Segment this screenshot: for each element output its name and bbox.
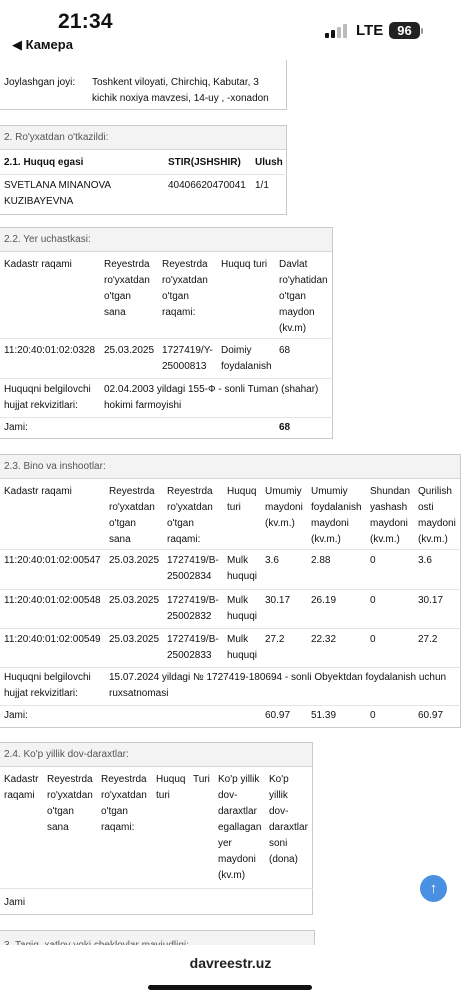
land-header-area: Davlat ro'yhatidan o'tgan maydon (kv.m): [279, 259, 328, 334]
divider: [0, 888, 313, 889]
bld-header-common: Umumiy foydalanish maydoni (kv.m.): [311, 486, 362, 545]
header-stir: STIR(JSHSHIR): [168, 157, 241, 168]
land-card: [0, 227, 333, 439]
owner-name-line-2: KUZIBAYEVNA: [4, 196, 74, 207]
bld-header-right: Huquq turi: [227, 486, 257, 513]
land-doc-value: 02.04.2003 yildagi 155-Ф - sonli Tuman (shahar) hokimi farmoyishi: [104, 384, 319, 411]
owner-share: 1/1: [255, 180, 269, 191]
battery-icon: 96: [389, 22, 420, 39]
address-value-line-1: Toshkent viloyati, Chirchiq, Kabutar, 3: [92, 77, 259, 88]
trees-header-count: Ko'p yillik dov- daraxtlar soni (dona): [269, 774, 308, 865]
registration-card: [0, 125, 287, 215]
owner-name-line-1: SVETLANA MINANOVA: [4, 180, 112, 191]
land-right: Doimiy foydalanish: [221, 345, 272, 372]
trees-header-right: Huquq turi: [156, 774, 186, 801]
table-row: 11:20:40:01:02:00548 25.03.2025 1727419/B- 25002832 Mulk huquqi 30.17 26.19 0 30.17: [4, 595, 444, 622]
bld-total-living: 0: [370, 710, 376, 721]
divider: [0, 338, 333, 339]
signal-icon: [325, 24, 349, 38]
status-time: 21:34: [58, 10, 113, 33]
scroll-to-top-button[interactable]: ↑: [420, 875, 447, 902]
bld-header-total: Umumiy maydoni (kv.m.): [265, 486, 303, 529]
divider: [0, 667, 461, 668]
address-label: Joylashgan joyi:: [4, 77, 76, 88]
trees-title: 2.4. Ko'p yillik dov-daraxtlar:: [0, 743, 312, 767]
bld-header-footprint: Qurilish osti maydoni (kv.m.): [418, 486, 456, 545]
bld-total-label: Jami:: [4, 710, 28, 721]
trees-header-cadastre: Kadastr raqami: [4, 774, 39, 801]
owner-stir: 40406620470041: [168, 180, 246, 191]
bld-doc-label: Huquqni belgilovchi hujjat rekvizitlari:: [4, 672, 91, 699]
buildings-title: 2.3. Bino va inshootlar:: [0, 455, 460, 479]
land-header-cadastre: Kadastr raqami: [4, 259, 72, 270]
land-date: 25.03.2025: [104, 345, 155, 356]
land-total-value: 68: [279, 422, 291, 433]
browser-bottom-bar: [0, 945, 461, 999]
address-value-line-2: kichik noxiya mavzesi, 14-uy , -xonadon: [92, 93, 269, 104]
land-header-right: Huquq turi: [221, 259, 268, 270]
buildings-card: [0, 454, 461, 728]
battery-tip: [421, 28, 423, 34]
land-number: 1727419/Y- 25000813: [162, 345, 213, 372]
bld-header-number: Reyestrda ro'yxatdan o'tgan raqami:: [167, 486, 213, 545]
divider: [0, 378, 333, 379]
bld-header-cadastre: Kadastr raqami: [4, 486, 72, 497]
table-row: 11:20:40:01:02:00547 25.03.2025 1727419/B- 25002834 Mulk huquqi 3.6 2.88 0 3.6: [4, 555, 432, 582]
trees-header-number: Reyestrda ro'yxatdan o'tgan raqami:: [101, 774, 147, 833]
table-row: 11:20:40:01:02:00549 25.03.2025 1727419/B- 25002833 Mulk huquqi 27.2 22.32 0 27.2: [4, 634, 438, 661]
divider: [0, 628, 461, 629]
divider: [0, 417, 333, 418]
registration-title: 2. Ro'yxatdan o'tkazildi:: [0, 126, 286, 150]
header-share: Ulush: [255, 157, 283, 168]
divider: [0, 549, 461, 550]
divider: [0, 705, 461, 706]
trees-header-date: Reyestrda ro'yxatdan o'tgan sana: [47, 774, 93, 833]
trees-header-area: Ko'p yillik dov- daraxtlar egallagan yer maydoni (kv.m): [218, 774, 262, 881]
bld-header-living: Shundan yashash maydoni (kv.m.): [370, 486, 411, 545]
land-title: 2.2. Yer uchastkasi:: [0, 228, 332, 252]
land-area: 68: [279, 345, 291, 356]
header-owner: 2.1. Huquq egasi: [4, 157, 84, 168]
trees-header-type: Turi: [193, 774, 210, 785]
bld-total-common: 51.39: [311, 710, 337, 721]
land-header-number: Reyestrda ro'yxatdan o'tgan raqami:: [162, 259, 208, 318]
land-cadastre: 11:20:40:01:02:0328: [4, 345, 96, 356]
land-doc-label: Huquqni belgilovchi hujjat rekvizitlari:: [4, 384, 91, 411]
divider: [0, 174, 287, 175]
bld-doc-value: 15.07.2024 yildagi № 1727419-180694 - sonli Obyektdan foydalanish uchun ruxsatnomasi: [109, 672, 447, 699]
bld-total-footprint: 60.97: [418, 710, 444, 721]
home-indicator[interactable]: [148, 985, 312, 990]
status-bar: [0, 0, 461, 60]
bld-total-area: 60.97: [265, 710, 291, 721]
divider: [0, 589, 461, 590]
land-total-label: Jami:: [4, 422, 28, 433]
trees-card: [0, 742, 313, 915]
land-header-date: Reyestrda ro'yxatdan o'tgan sana: [104, 259, 150, 318]
address-bar-url[interactable]: davreestr.uz: [189, 955, 272, 971]
network-label: LTE: [356, 22, 384, 39]
bld-header-date: Reyestrda ro'yxatdan o'tgan sana: [109, 486, 155, 545]
back-to-camera-link[interactable]: ◀ Камера: [12, 37, 73, 52]
trees-total-label: Jami: [4, 897, 26, 908]
